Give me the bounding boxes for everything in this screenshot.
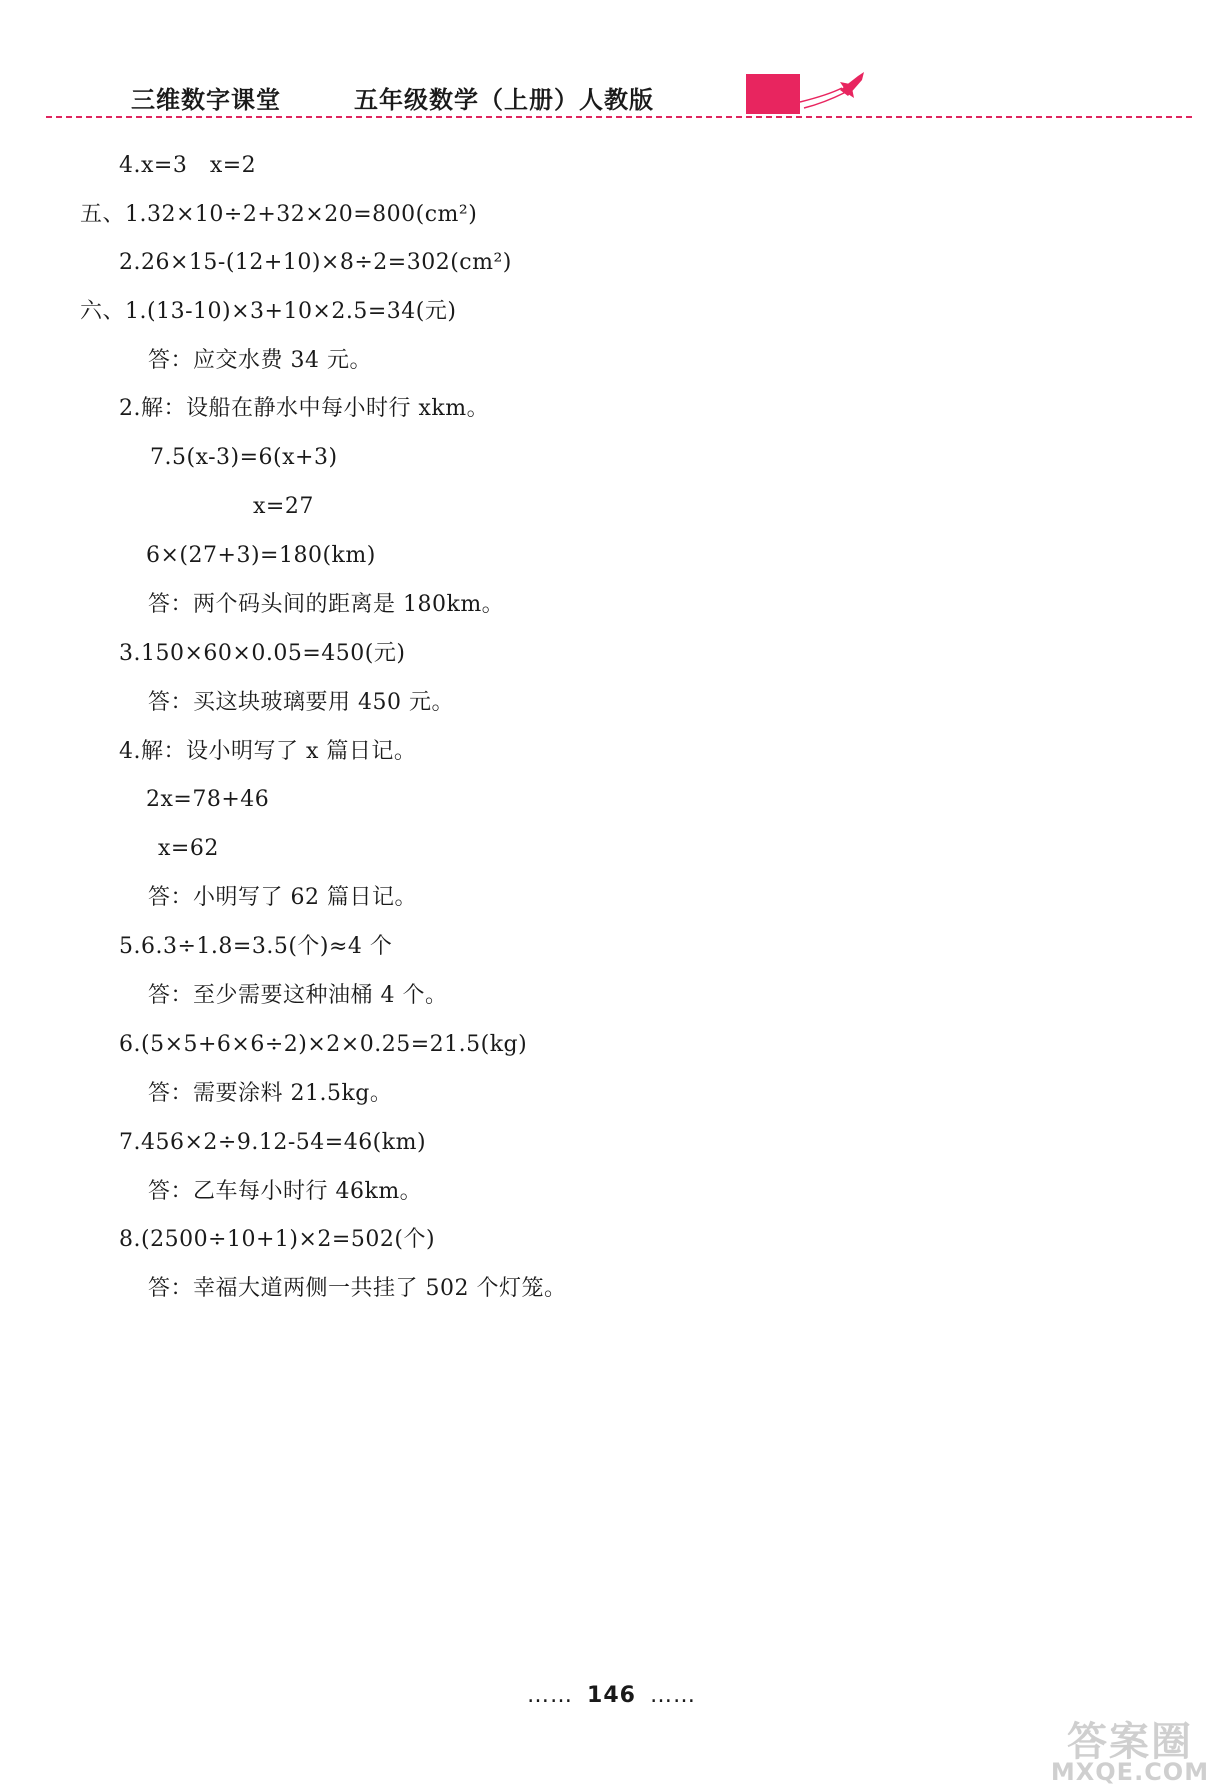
answer-line: 5.6.3÷1.8=3.5(个)≈4 个	[119, 934, 393, 959]
answer-line: x=62	[158, 836, 219, 861]
answer-line: 答：买这块玻璃要用 450 元。	[148, 690, 454, 715]
answer-line: 答：小明写了 62 篇日记。	[148, 885, 417, 910]
answer-line: 6.(5×5+6×6÷2)×2×0.25=21.5(kg)	[119, 1032, 528, 1057]
answer-line: 6×(27+3)=180(km)	[146, 543, 376, 568]
answer-line: 7.5(x-3)=6(x+3)	[150, 445, 338, 470]
answer-line: 2.解：设船在静水中每小时行 xkm。	[119, 396, 490, 421]
answer-line: x=27	[253, 494, 314, 519]
footer-dots-right: ……	[649, 1683, 696, 1708]
answer-line: 五、1.32×10÷2+32×20=800(cm²)	[80, 202, 478, 227]
answer-line: 2x=78+46	[146, 787, 270, 812]
answer-line: 答：两个码头间的距离是 180km。	[148, 592, 505, 617]
answer-line: 4.x=3 x=2	[119, 153, 257, 178]
answer-line: 4.解：设小明写了 x 篇日记。	[119, 739, 417, 764]
footer-dots-left: ……	[527, 1683, 574, 1708]
answer-line: 答：至少需要这种油桶 4 个。	[148, 983, 448, 1008]
answer-line: 六、1.(13-10)×3+10×2.5=34(元)	[80, 299, 457, 324]
site-watermark	[1050, 1710, 1210, 1788]
answer-line: 8.(2500÷10+1)×2=502(个)	[119, 1227, 436, 1252]
answer-line: 答：应交水费 34 元。	[148, 348, 372, 373]
answer-line: 3.150×60×0.05=450(元)	[119, 641, 406, 666]
series-name: 三维数字课堂	[131, 86, 281, 114]
answer-line: 答：乙车每小时行 46km。	[148, 1179, 423, 1204]
watermark-text: 答案圈	[1067, 1719, 1193, 1765]
answer-line: 答：幸福大道两侧一共挂了 502 个灯笼。	[148, 1276, 567, 1301]
book-title: 五年级数学（上册）人教版	[354, 86, 654, 114]
page-number-footer	[0, 1683, 1223, 1708]
answer-line: 7.456×2÷9.12-54=46(km)	[119, 1130, 427, 1155]
answer-line: 2.26×15-(12+10)×8÷2=302(cm²)	[119, 250, 512, 275]
answer-line: 答：需要涂料 21.5kg。	[148, 1081, 393, 1106]
watermark-sub: MXQE.COM	[1050, 1758, 1210, 1786]
page-number: 146	[587, 1683, 636, 1708]
